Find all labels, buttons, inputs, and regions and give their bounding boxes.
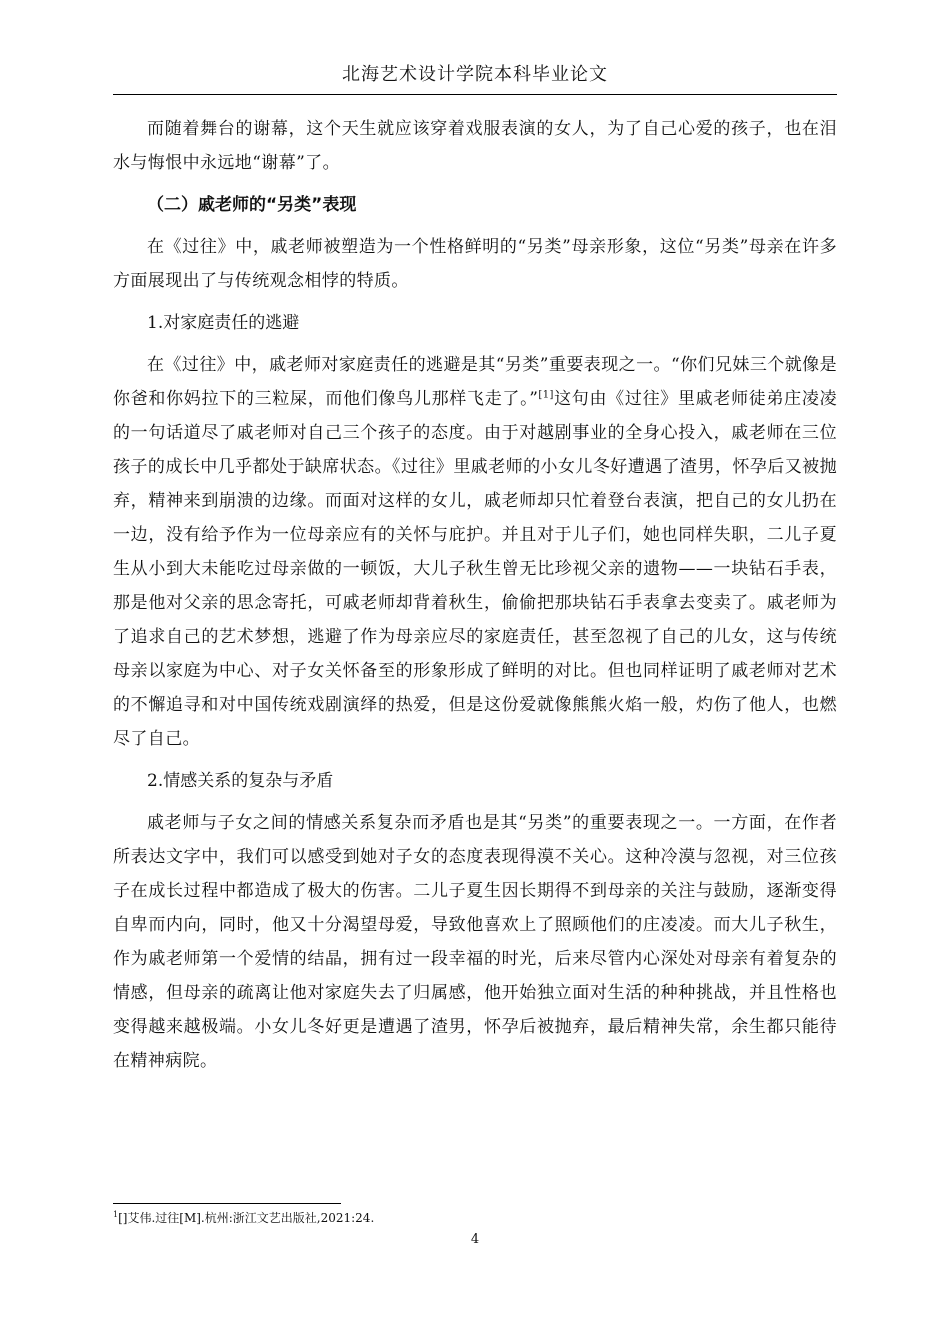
page-number: 4 (470, 1232, 480, 1247)
running-header: 北海艺术设计学院本科毕业论文 (342, 64, 608, 85)
paragraph-text-part-1: 在《过往》中，戚老师对家庭责任的逃避是其“另类”重要表现之一。“你们兄妹三个就像是你爸和你妈拉下的三粒屎，而他们像鸟儿那样飞走了。” (113, 355, 837, 409)
main-body (113, 112, 837, 1086)
paragraph-text-part-2: 这句由《过往》里戚老师徒弟庄凌凌的一句话道尽了戚老师对自己三个孩子的态度。由于对越剧事业的全身心投入，戚老师在三位孩子的成长中几乎都处于缺席状态。《过往》里戚老师的小女儿冬好遭遇了渣男，怀孕后又被抛弃，精神来到崩溃的边缘。而面对这样的女儿，戚老师却只忙着登台表演，把自己的女儿扔在一边，没有给予作为一位母亲应有的关怀与庇护。并且对于儿子们，她也同样失职，二儿子夏生从小到大未能吃过母亲做的一顿饭，大儿子秋生曾无比珍视父亲的遗物——一块钻石手表，那是他对父亲的思念寄托，可戚老师却背着秋生，偷偷把那块钻石手表拿去变卖了。戚老师为了追求自己的艺术梦想，逃避了作为母亲应尽的家庭责任，甚至忽视了自己的儿女，这与传统母亲以家庭为中心、对子女关怀备至的形象形成了鲜明的对比。但也同样证明了戚老师对艺术的不懈追寻和对中国传统戏剧演绎的热爱，但是这份爱就像熊熊火焰一般，灼伤了他人，也燃尽了自己。 (113, 389, 837, 749)
header-rule (113, 94, 837, 95)
footnote-text: []艾伟.过往[M].杭州:浙江文艺出版社,2021:24. (118, 1211, 375, 1225)
subsection-heading-1: 1.对家庭责任的逃避 (147, 313, 300, 333)
footnote-rule (113, 1203, 341, 1204)
section-heading: （二）戚老师的“另类”表现 (147, 195, 357, 215)
subsection-heading-2: 2.情感关系的复杂与矛盾 (147, 771, 334, 791)
footnote (113, 1209, 374, 1227)
paragraph-intro: 而随着舞台的谢幕，这个天生就应该穿着戏服表演的女人，为了自己心爱的孩子，也在泪水与悔恨中永远地“谢幕”了。 (113, 119, 837, 173)
footnote-marker: 1 (113, 1210, 119, 1219)
paragraph-section-intro: 在《过往》中，戚老师被塑造为一个性格鲜明的“另类”母亲形象，这位“另类”母亲在许多方面展现出了与传统观念相悖的特质。 (113, 237, 837, 291)
citation-marker: [1] (538, 389, 554, 401)
paragraph-emotional-relations: 戚老师与子女之间的情感关系复杂而矛盾也是其“另类”的重要表现之一。一方面，在作者所表达文字中，我们可以感受到她对子女的态度表现得漠不关心。这种冷漠与忽视，对三位孩子在成长过程中都造成了极大的伤害。二儿子夏生因长期得不到母亲的关注与鼓励，逐渐变得自卑而内向，同时，他又十分渴望母爱，导致他喜欢上了照顾他们的庄凌凌。而大儿子秋生，作为戚老师第一个爱情的结晶，拥有过一段幸福的时光，后来尽管内心深处对母亲有着复杂的情感，但母亲的疏离让他对家庭失去了归属感，他开始独立面对生活的种种挑战，并且性格也变得越来越极端。小女儿冬好更是遭遇了渣男，怀孕后被抛弃，最后精神失常，余生都只能待在精神病院。 (113, 813, 837, 1071)
paragraph-family-responsibility (113, 348, 837, 756)
